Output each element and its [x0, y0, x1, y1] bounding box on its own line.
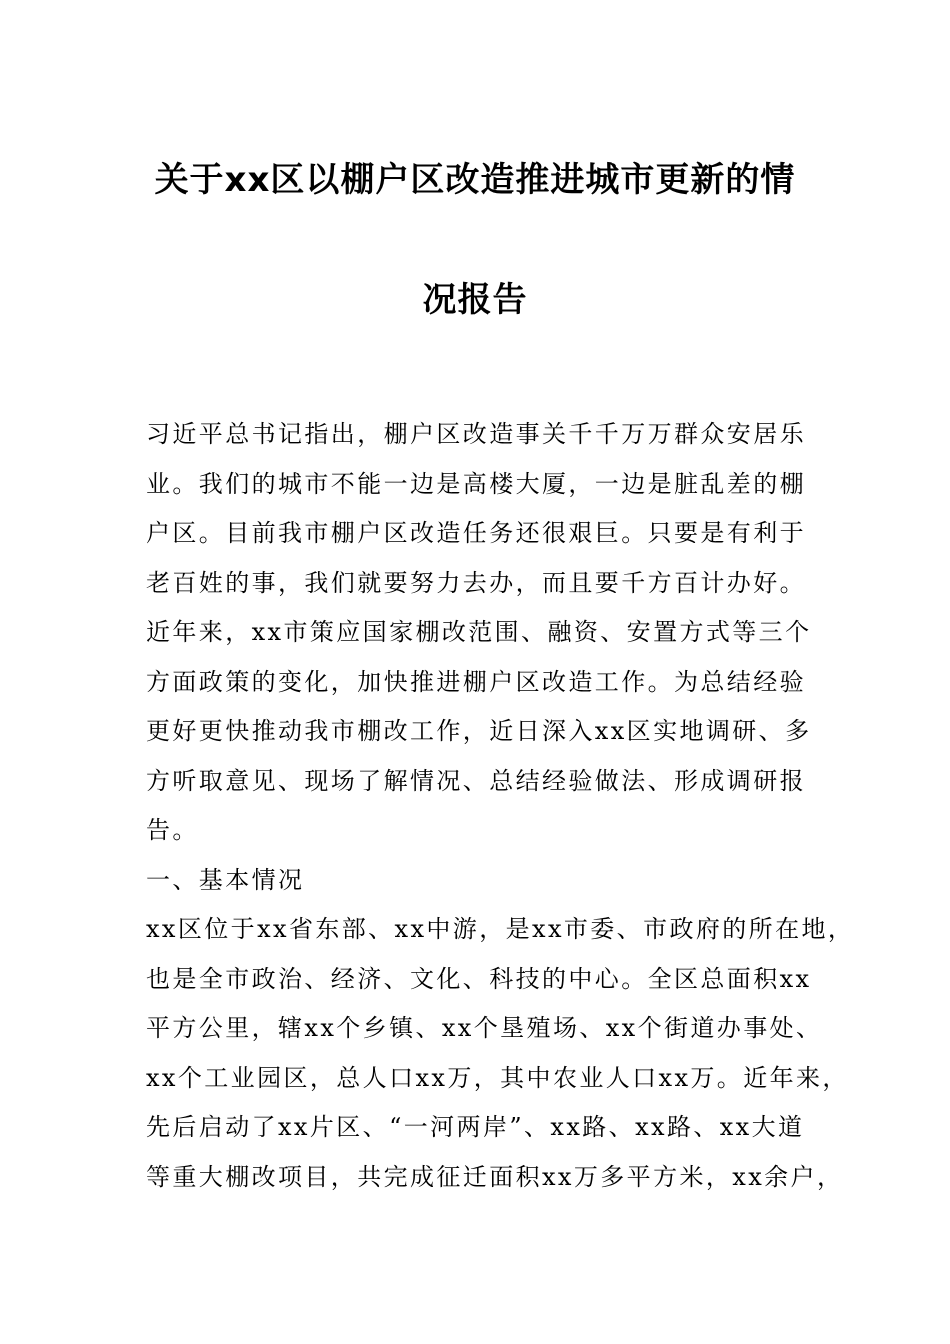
body-line: 平方公里，辖xx个乡镇、xx个垦殖场、xx个街道办事处、	[146, 1014, 823, 1042]
document-body	[146, 410, 855, 1202]
body-line: 户区。目前我市棚户区改造任务还很艰巨。只要是有利于	[146, 519, 806, 547]
section-heading: 一、基本情况	[146, 865, 305, 894]
body-line: 更好更快推动我市棚改工作，近日深入xx区实地调研、多	[146, 717, 812, 745]
body-line: xx区位于xx省东部、xx中游，是xx市委、市政府的所在地，	[146, 915, 855, 943]
body-line: 先后启动了xx片区、“一河两岸”、xx路、xx路、xx大道	[146, 1113, 805, 1141]
document-title-line-1: 关于xx区以棚户区改造推进城市更新的情	[154, 160, 796, 200]
body-line: 老百姓的事，我们就要努力去办，而且要千方百计办好。	[146, 568, 806, 597]
document-title-line-2: 况报告	[422, 280, 528, 320]
body-line: 近年来，xx市策应国家棚改范围、融资、安置方式等三个	[146, 618, 812, 646]
body-line: 等重大棚改项目，共完成征迁面积xx万多平方米，xx余户，	[146, 1162, 844, 1191]
body-line: 方听取意见、现场了解情况、总结经验做法、形成调研报	[146, 766, 806, 795]
body-line: 业。我们的城市不能一边是高楼大厦，一边是脏乱差的棚	[146, 469, 806, 498]
body-line: xx个工业园区，总人口xx万，其中农业人口xx万。近年来，	[146, 1063, 849, 1092]
body-line: 习近平总书记指出，棚户区改造事关千千万万群众安居乐	[146, 420, 806, 448]
body-line: 方面政策的变化，加快推进棚户区改造工作。为总结经验	[146, 667, 806, 696]
body-line: 告。	[146, 816, 199, 844]
body-line: 也是全市政治、经济、文化、科技的中心。全区总面积xx	[146, 964, 812, 993]
